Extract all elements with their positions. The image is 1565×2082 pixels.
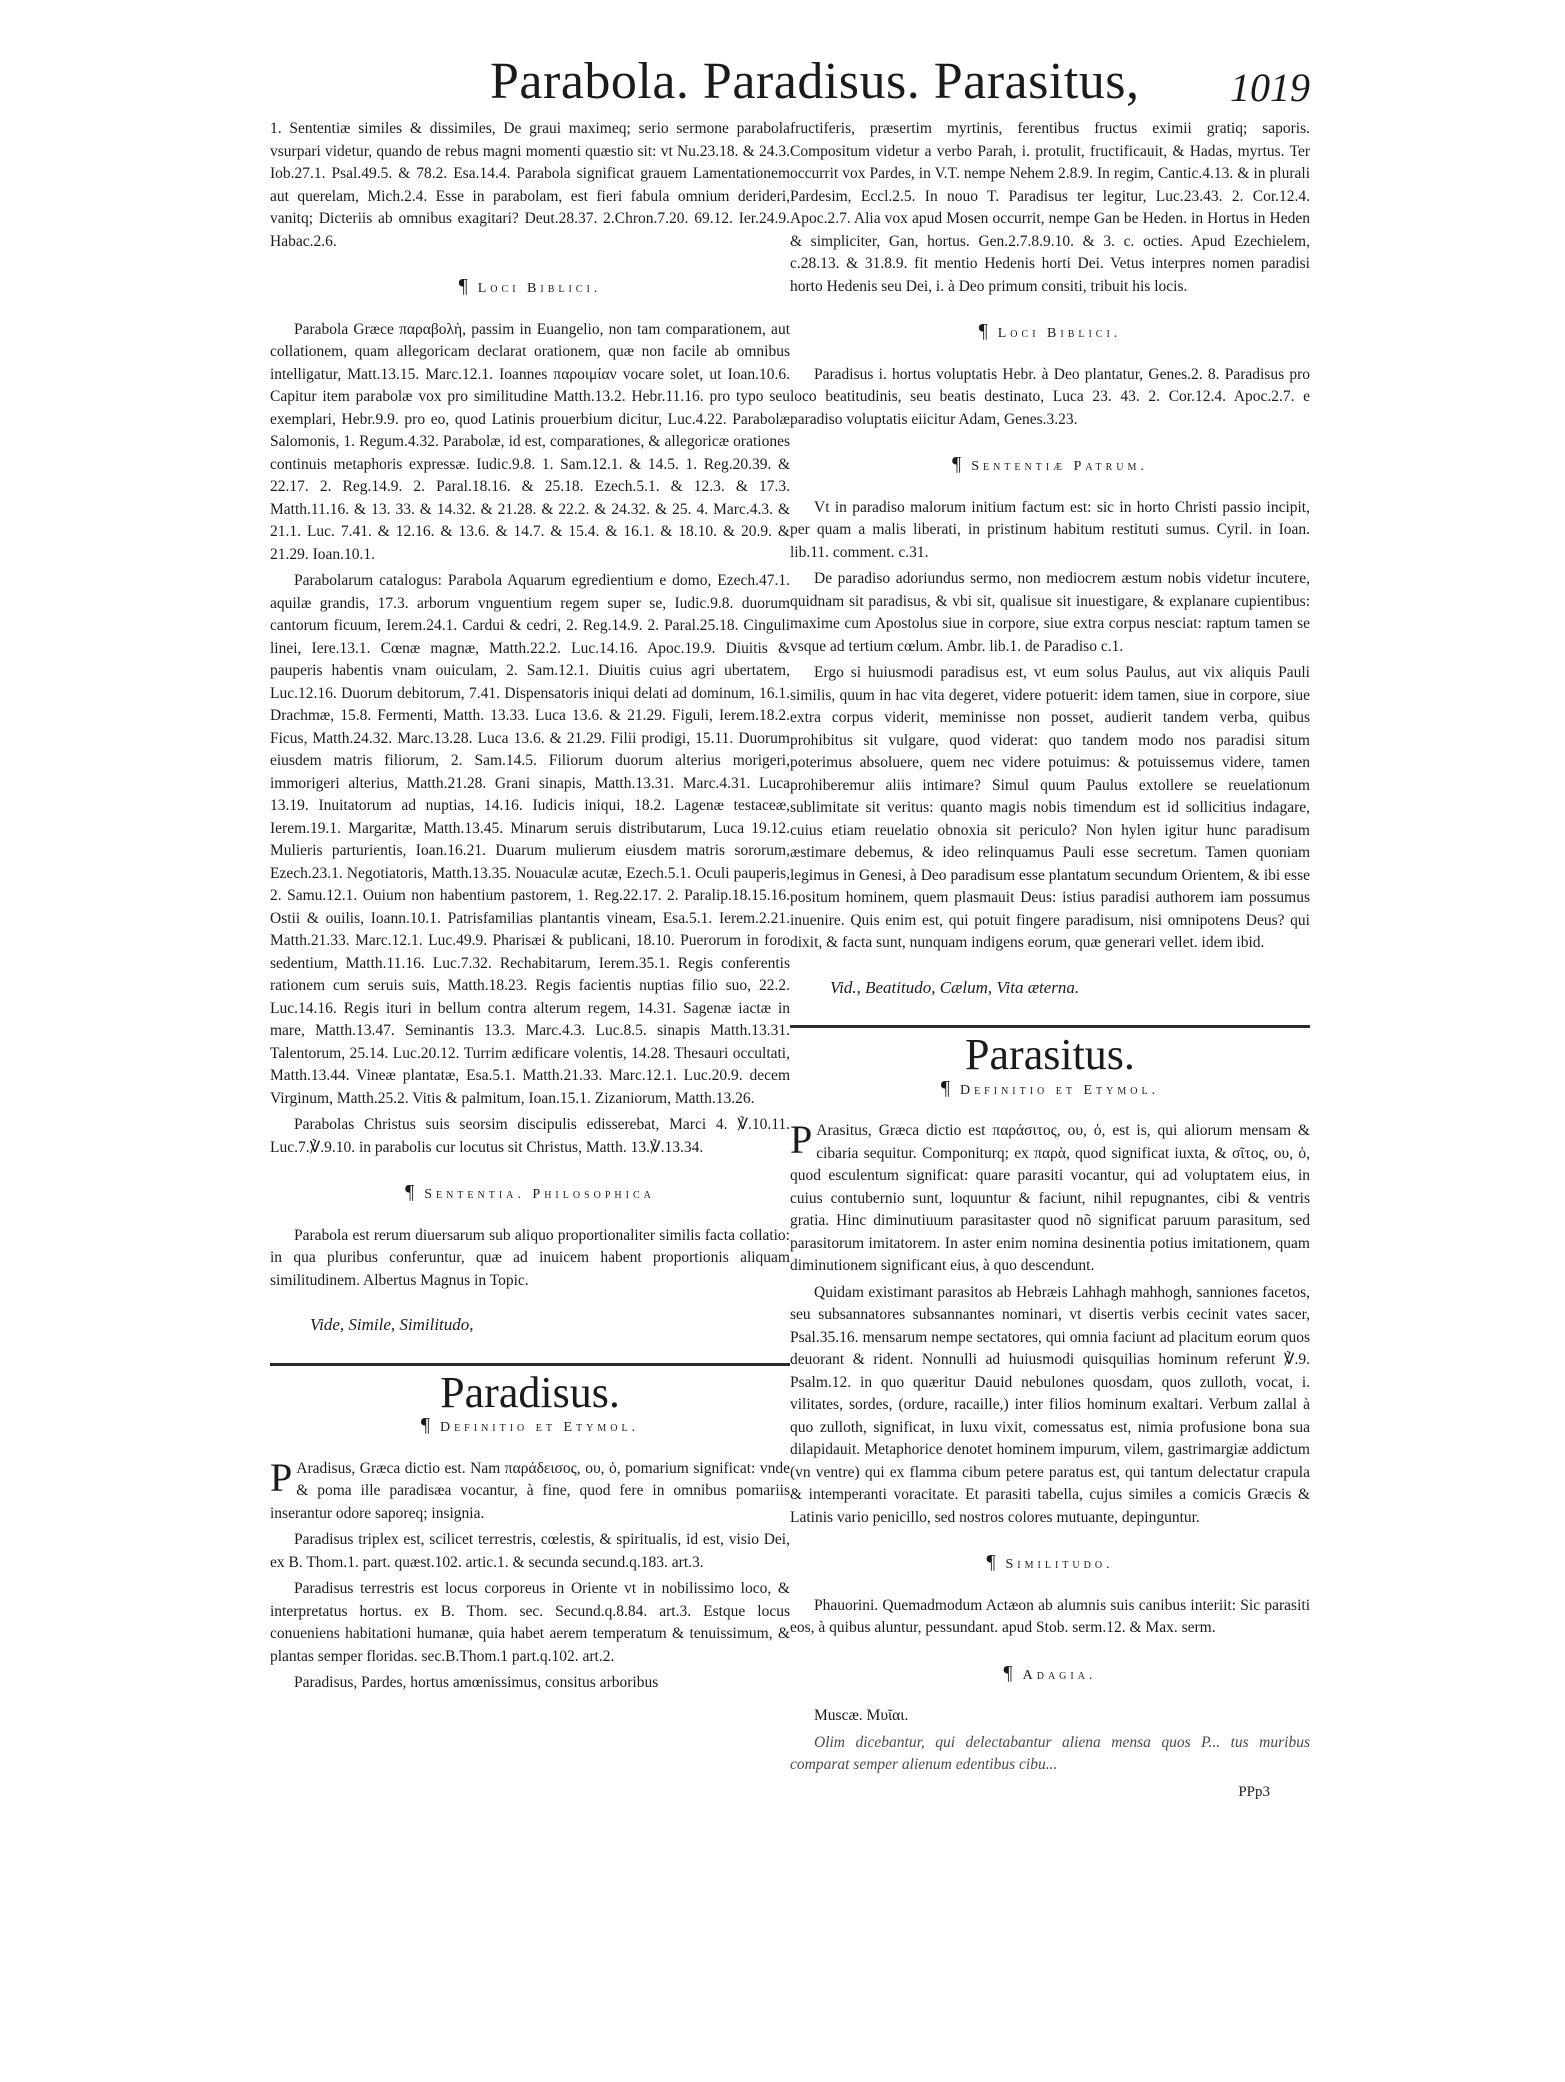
body-paragraph: Ergo si huiusmodi paradisus est, vt eum solus Paulus, aut vix aliquis Pauli similis, quum in hac vita degeret, videre potuerit: idem tamen, siue in corpore, siue extra corpus viderit, meminisse non posset, audierit tandem verba, quibus prohibitus sit vulgare, quod viderat: quo tandem modo nos paradisi situm poterimus absoluere, quem nec videre potuimus: & potuissemus videre, tamen prohiberemur aliis intimare? Simul quum Paulus extollere se reuelationum sublimitate sit veritus: quanto magis nobis timendum est id sollicitius indagare, cuius etiam reuelatio obnoxia sit periculo? Non hylen igitur hunc paradisum æstimare debemus, & ideo relinquamus Pauli esse secretum. Tamen quoniam legimus in Genesi, à Deo paradisum esse plantatum secundum Orientem, & ibi esse positum hominem, quem plasmauit Deus: istius paradisi authorem iam possumus inuenire. Quis enim est, qui potuit fingere paradisum, nisi omnipotens Deus? qui dixit, & facta sunt, nunquam indigens eorum, quæ generari vellet. idem ibid. [790, 664, 1310, 951]
body-paragraph: Phauorini. Quemadmodum Actæon ab alumnis suis canibus interiit: Sic parasiti eos, à quibus aluntur, pessundant. apud Stob. serm.12. & Max. serm. [790, 1596, 1310, 1636]
paragraph-mark-icon: ¶ [405, 1181, 415, 1203]
see-also: Vide, Simile, Similitudo, [310, 1315, 474, 1334]
left-column [270, 118, 790, 1699]
body-paragraph: Parabolarum catalogus: Parabola Aquarum egredientium e domo, Ezech.47.1. aquilæ grandis, 17.3. arborum vnguentium regem super se, Iudic.9.8. duorum cantorum ficuum, Ierem.24.1. Cardui & cedri, 2. Reg.14.9. 2. Paral.25.18. Cinguli linei, Iere.13.1. Cœnæ magnæ, Matth.22.2. Luc.14.16. Apoc.19.9. Diuitis & pauperis habentis vnam ouiculam, 2. Sam.12.1. Diuitis cuius agri ubertatem, Luc.12.16. Duorum debitorum, 7.41. Dispensatoris iniqui delati ad dominum, 16.1. Drachmæ, 15.8. Fermenti, Matth. 13.33. Luca 13.6. & 21.29. Figuli, Ierem.18.2. Ficus, Matth.24.32. Marc.13.28. Luca 13.6. & 21.29. Filii prodigi, 15.11. Duorum eiusdem matris filiorum, 2. Sam.14.5. Filiorum duorum alterius morigeri, immorigeri alterius, Matth.21.28. Grani sinapis, Matth.13.31. Marc.4.31. Luca 13.19. Inuitatorum ad nuptias, 14.16. Iudicis iniqui, 18.2. Lagenæ testaceæ, Ierem.19.1. Margaritæ, Matth.13.45. Minarum seruis distributarum, Luca 19.12. Mulieris parturientis, Ioan.16.21. Duarum mulierum eiusdem matris sororum, Ezech.23.1. Negotiatoris, Matth.13.35. Nouaculæ acutæ, Ezech.5.1. Oculi pauperis, 2. Samu.12.1. Ouium non habentium pastorem, 1. Reg.22.17. 2. Paralip.18.15.16. Ostii & ouilis, Ioann.10.1. Patrisfamilias plantantis vineam, Esa.5.1. Ierem.2.21. Matth.21.33. Marc.12.1. Luc.49.9. Pharisæi & publicani, 18.10. Puerorum in foro sedentium, Matth.11.16. Luc.7.32. Rechabitarum, Ierem.35.1. Regis conferentis rationem cum seruis suis, Matth.18.23. Regis facientis nuptias filio suo, 22.2. Luc.14.16. Regis ituri in bellum contra alterum regem, 14.31. Sagenæ iactæ in mare, Matth.13.47. Seminantis 13.3. Marc.4.3. Luc.8.5. sinapis Matth.13.31. Talentorum, 25.14. Luc.20.12. Turrim ædificare volentis, 14.28. Thesauri occultati, Matth.13.44. Vineæ plantatæ, Esa.5.1. Matth.21.33. Marc.12.1. Luc.20.9. decem Virginum, Matth.25.2. Vitis & palmitum, Ioan.15.1. Zizaniorum, Matth.13.26. [270, 572, 790, 1107]
body-paragraph: Paradisus, Pardes, hortus amœnissimus, consitus arboribus [294, 1674, 659, 1691]
paragraph-mark-icon: ¶ [952, 453, 962, 475]
body-paragraph: Paradisus i. hortus voluptatis Hebr. à Deo plantatur, Genes.2. 8. Paradisus pro loco beatitudinis, seu beatis destinato, Luca 23. 43. 2. Cor.12.4. Apoc.2.7. e paradiso voluptatis eiicitur Adam, Genes.3.23. [790, 365, 1310, 428]
body-paragraph: Paradisus triplex est, scilicet terrestris, cœlestis, & spiritualis, id est, visio Dei, ex B. Thom.1. part. quæst.102. artic.1. & secunda secund.q.183. art.3. [270, 1531, 790, 1571]
article-title-parasitus: Parasitus. [965, 1030, 1135, 1079]
running-title: Parabola. Paradisus. Parasitus, [490, 53, 1140, 110]
body-paragraph: Olim dicebantur, qui delectabantur aliena mensa quos P... tus muribus comparat semper alienum edentibus cibu... [790, 1733, 1310, 1773]
section-divider [270, 1363, 790, 1366]
body-paragraph: Parabola Græce παραβολὴ, passim in Euangelio, non tam comparationem, aut collationem, quam allegoricam declarat orationem, quæ non facile ab omnibus intelligatur, Matt.13.15. Marc.12.1. Ioannes παροιμίαν vocare solet, ut Ioan.10.6. Capitur item parabolæ vox pro similitudine Matth.13.2. Hebr.11.16. pro typo seu exemplari, Hebr.9.9. pro eo, quod Latinis prouerbium dicitur, Luc.4.22. Parabolæ Salomonis, 1. Regum.4.32. Parabolæ, id est, comparationes, & allegoricæ orationes continuis metaphoris expressæ. Iudic.9.8. 1. Sam.12.1. & 14.5. 1. Reg.20.39. & 22.17. 2. Reg.14.9. 2. Paral.18.16. & 25.18. Ezech.5.1. & 12.3. & 17.3. Matth.11.16. & 13. 33. & 14.32. & 21.28. & 22.2. & 24.32. & 25. 4. Marc.4.3. & 21.1. Luc. 7.41. & 12.16. & 13.6. & 14.7. & 15.4. & 16.1. & 18.10. & 20.9. & 21.29. Ioan.10.1. [270, 320, 790, 563]
drop-cap: P [270, 1454, 293, 1500]
paragraph-mark-icon: ¶ [978, 320, 988, 342]
intro-paragraph: 1. Sententiæ similes & dissimiles, De graui maximeq; serio sermone parabola vsurpari videtur, quando de rebus magni momenti quæstio sit: vt Nu.23.18. & 24.3. Iob.27.1. Psal.49.5. & 78.2. Esa.14.4. Parabola significat grauem Lamentationem aut querelam, Mich.2.4. Esse in parabolam, est fieri fabula omnium derideri, vanitq; Dicteriis ab omnibus exagitari? Deut.28.37. 2.Chron.7.20. 69.12. Ier.24.9. Habac.2.6. [270, 120, 790, 250]
right-column [790, 118, 1310, 1803]
article-title-paradisus: Paradisus. [440, 1367, 620, 1417]
paragraph-mark-icon: ¶ [458, 275, 468, 297]
body-paragraph: Parabolas Christus suis seorsim discipulis edisserebat, Marci 4. ℣.10.11. Luc.7.℣.9.10. in parabolis cur locutus sit Christus, Matth. 13.℣.13.34. [270, 1116, 790, 1156]
paragraph-mark-icon: ¶ [1003, 1661, 1013, 1684]
see-also: Vid., Beatitudo, Cælum, Vita æterna. [830, 977, 1080, 997]
catchword: PPp3 [1238, 1783, 1270, 1800]
continuation-paragraph: fructiferis, præsertim myrtinis, ferentibus fructus eximii gratiq; saporis. Compositum videtur a verbo Parah, i. protulit, fructificauit, & Hadas, myrtus. Ter occurrit vox Pardes, in V.T. nempe Nehem 2.8.9. In regim, Cantic.4.13. & in plurali Pardesim, Eccl.2.5. In nouo T. Paradisus ter legitur, Luc.23.43. 2. Cor.12.4. Apoc.2.7. Alia vox apud Mosen occurrit, nempe Gan be Heden. in Hortus in Heden & simpliciter, Gan, hortus. Gen.2.7.8.9.10. & 3. c. octies. Apud Ezechielem, c.28.13. & 31.8.9. fit mentio Hedenis horti Dei. Vetus interpres nomen paradisi horto Hedenis seu Dei, i. à Deo primum consiti, tribuit his locis. [790, 120, 1310, 295]
section-heading-loci-biblici [270, 275, 790, 301]
section-heading-loci-biblici [790, 320, 1310, 346]
section-heading-text: Similitudo. [1005, 1557, 1114, 1572]
body-paragraph: Paradisus terrestris est locus corporeus in Oriente vt in nobilissimo loco, & interpretatus hortus. ex B. Thom. sec. Secund.q.8.84. art.3. Estque locus conueniens habitationi humanæ, quia habet aerem temperatum & tenuissimum, & plantas semper floridas. sec.B.Thom.1 part.q.102. art.2. [270, 1580, 790, 1665]
body-paragraph: Vt in paradiso malorum initium factum est: sic in horto Christi passio incipit, per quam a malis liberati, in pristinum habitum restituti sumus. Cyril. in Ioan. lib.11. comment. c.31. [790, 498, 1310, 561]
section-heading-sententia [270, 1181, 790, 1207]
body-paragraph [270, 1454, 790, 1526]
section-heading-text: Sententia. Philosophica [424, 1187, 655, 1202]
paragraph-mark-icon: ¶ [986, 1551, 996, 1573]
body-paragraph [790, 1117, 1310, 1278]
section-divider [790, 1025, 1310, 1028]
drop-cap: P [790, 1117, 813, 1162]
section-heading-text: Sententiæ Patrum. [971, 459, 1148, 474]
body-paragraph: Muscæ. Μυῖαι. [814, 1707, 909, 1724]
section-heading-text: Adagia. [1022, 1667, 1097, 1683]
body-paragraph: De paradiso adoriundus sermo, non mediocrem æstum nobis videtur incutere, quidnam sit paradisus, & vbi sit, qualisue sit inuestigare, & explanare cupientibus: maxime cum Apostolus siue in corpore, siue extra corpus nesciat: raptum tamen se vsque ad tertium cœlum. Ambr. lib.1. de Paradiso c.1. [790, 570, 1310, 655]
section-heading-text: Definitio et Etymol. [439, 1420, 640, 1435]
section-heading-text: Loci Biblici. [997, 326, 1122, 341]
body-paragraph-text: Aradisus, Græca dictio est. Nam παράδεισος, ου, ὁ, pomarium significat: vnde & poma ille paradisæa vocantur, à fine, quod fere in omnibus pomariis inserantur odore saporeq; insignia. [270, 1459, 790, 1522]
paragraph-mark-icon: ¶ [940, 1076, 950, 1099]
section-heading-text: Loci Biblici. [477, 281, 602, 296]
page-header [470, 52, 1310, 122]
body-paragraph-text: Arasitus, Græca dictio est παράσιτος, ου, ὁ, est is, qui aliorum mensam & cibaria sequitur. Componiturq; ex παρὰ, quod significat iuxta, & σῖτος, ου, ὁ, quod esculentum significat: quare parasiti vocantur, qui ad voluptatem eius, in cuius contubernio sunt, loquuntur & faciunt, nihil repugnantes, cibi & ventris gratia. Hinc diminutiuum parasitaster quod nõ significat paruum parasitum, sed parasitorum imitatorem. In aster enim nomina desinentia potius imitationem, quam diminutionem significant eius, à quo descendunt. [790, 1122, 1310, 1274]
section-heading-similitudo [790, 1551, 1310, 1577]
section-heading-definitio [790, 1077, 1310, 1103]
section-heading-sententiae-patrum [790, 453, 1310, 479]
section-heading-text: Definitio et Etymol. [959, 1082, 1160, 1098]
paragraph-mark-icon: ¶ [420, 1414, 430, 1436]
body-paragraph: Parabola est rerum diuersarum sub aliquo proportionaliter similis facta collatio: in qua pluribus conferuntur, quæ ad inuicem habent proportionis aliquam similitudinem. Albertus Magnus in Topic. [270, 1226, 790, 1289]
section-heading-adagia [790, 1662, 1310, 1688]
body-paragraph: Quidam existimant parasitos ab Hebræis Lahhagh mahhogh, sanniones facetos, seu subsannatores subsannantes nominari, vt disertis verbis cecinit vates sacer, Psal.35.16. mensarum nempe sectatores, qui omnia faciunt ad placitum eorum quos deuorant & rident. Nonnulli ad huiusmodi quisquilias hominum referunt ℣.9. Psalm.12. in quo quæritur Dauid nebulones quosdam, quos zulloth, vocat, i. vilitates, sordes, (ordure, racaille,) inter filios hominum exaltari. Verbum zallal à quo zulloth, significat, in luxu vixit, comessatus est, nimia profusione bona sua dilapidauit. Metaphorice denotet hominem impurum, vilem, gastrimargiæ addictum (vn ventre) qui ex flamma cibum petere paratus est, qui tantum delectatur crapula & intemperanti voracitate. Et parasiti tabella, cujus similes a comicis Græcis & Latinis vario penicillo, sed nostros colores mutuante, depinguntur. [790, 1283, 1310, 1526]
section-heading-definitio [270, 1414, 790, 1440]
page-number: 1019 [1230, 65, 1310, 110]
